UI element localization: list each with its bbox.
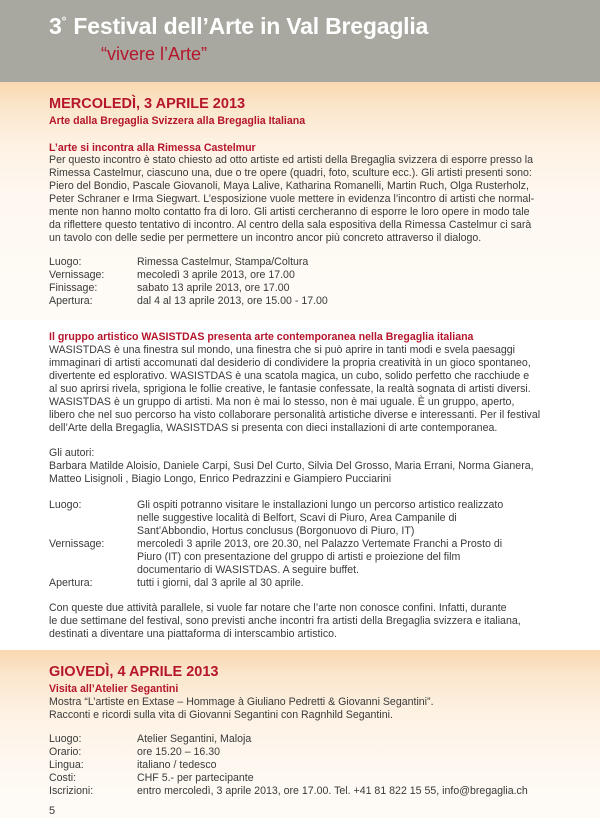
day2-detail-label: Lingua: [49,759,84,771]
page-number: 5 [49,805,56,817]
authors-line: Matteo Lisignoli , Biagio Longo, Enrico Pedrazzini e Giampiero Pucciarini [49,473,392,485]
event2-vernissage-line: mercoledì 3 aprile 2013, ore 20.30, nel Palazzo Vertemate Franchi a Prosto di [137,538,503,550]
closing-text-line: Con queste due attività parallele, si vuole far notare che l’arte non conosce confini. Infatti, durante [49,602,507,614]
event1-text-line: da riflettere questo tentativo di incontro. Al centro della sala espositiva della Rimessa Castelmur ci sarà [49,219,532,231]
closing-text-line: le due settimane del festival, sono previsti anche incontri fra artisti della Bregaglia svizzera e italiana, [49,615,521,627]
event2-luogo-line: Sant’Abbondio, Hortus conclusus (Borgonuovo di Piuro, IT) [137,525,415,537]
event1-detail-value: dal 4 al 13 aprile 2013, ore 15.00 - 17.00 [137,295,328,307]
day2-subtitle: Visita all’Atelier Segantini [49,683,179,695]
event2-text-line: divertente ed esplorativo. WASISTDAS è una scatola magica, un cubo, solido perfetto che racchiude e [49,370,530,382]
day2-detail-label: Costi: [49,772,77,784]
closing-text-line: destinati a diventare una piattaforma di interscambio artistico. [49,628,337,640]
event2-apertura-label: Apertura: [49,577,93,589]
authors-label: Gli autori: [49,447,95,459]
page-header [0,0,600,82]
event1-detail-label: Vernissage: [49,269,105,281]
event2-apertura-value: tutti i giorni, dal 3 aprile al 30 aprile. [137,577,304,589]
event2-text-line: WASISTDAS è una finestra sul mondo, una finestra che si può aprire in tanti modi e svela paesaggi [49,344,515,356]
event2-vernissage-line: documentario di WASISTDAS. A seguire buffet. [137,564,359,576]
day2-title: GIOVEDÌ, 4 APRILE 2013 [49,664,219,680]
event1-text-line: Peter Schraner e Irma Siegwart. L’esposizione vuole mettere in evidenza l’incontro di artisti che normal- [49,193,535,205]
day1-title: MERCOLEDÌ, 3 APRILE 2013 [49,96,246,112]
event1-text-line: un tavolo con delle sedie per permettere un incontro ancor più concreto attraverso il dialogo. [49,232,482,244]
day2-detail-label: Orario: [49,746,82,758]
event1-text-line: Piero del Bondio, Pascale Giovanoli, Maya Lalive, Katharina Romanelli, Martin Ruch, Olga Rusterholz, [49,180,529,192]
event2-luogo-line: Gli ospiti potranno visitare le installazioni lungo un percorso artistico realizzato [137,499,504,511]
day2-text-line: Racconti e ricordi sulla vita di Giovanni Segantini con Ragnhild Segantini. [49,709,393,721]
event1-detail-value: sabato 13 aprile 2013, ore 17.00 [137,282,290,294]
event2-heading: Il gruppo artistico WASISTDAS presenta arte contemporanea nella Bregaglia italiana [49,331,474,343]
festival-subtitle: “vivere l’Arte” [101,44,208,64]
event2-vernissage-label: Vernissage: [49,538,105,550]
day2-text-line: Mostra “L’artiste en Extase – Hommage à Giuliano Pedretti & Giovanni Segantini”. [49,696,434,708]
event1-detail-label: Finissage: [49,282,98,294]
day2-detail-value: CHF 5.- per partecipante [137,772,254,784]
event2-text-line: al suo aprirsi rivela, sprigiona le follie creative, le fantasie confessate, la realtà sognata di artisti diversi. [49,383,531,395]
event2-luogo-line: nelle suggestive località di Belfort, Scavi di Piuro, Area Campanile di [137,512,457,524]
event2-luogo-label: Luogo: [49,499,82,511]
day2-detail-value: italiano / tedesco [137,759,217,771]
event1-text-line: Per questo incontro è stato chiesto ad otto artiste ed artisti della Bregaglia svizzera di esporre presso la [49,154,534,166]
festival-title: 3° Festival dell’Arte in Val Bregaglia [49,13,429,39]
day1-subtitle: Arte dalla Bregaglia Svizzera alla Bregaglia Italiana [49,115,306,127]
day2-detail-label: Iscrizioni: [49,785,94,797]
event1-text-line: mente non hanno molto contatto fra di loro. Gli artisti cercheranno di esporre le loro opere in modo tale [49,206,530,218]
day2-detail-value: entro mercoledì, 3 aprile 2013, ore 17.00. Tel. +41 81 822 15 55, info@bregaglia.ch [137,785,528,797]
event2-text-line: WASISTDAS è un gruppo di artisti. Ma non è mai lo stesso, non è mai uguale. È un gruppo, aperto, [49,396,515,408]
event1-detail-label: Apertura: [49,295,93,307]
event2-vernissage-line: Piuro (IT) con presentazione del gruppo di artisti e proiezione del film [137,551,461,563]
day2-detail-value: ore 15.20 – 16.30 [137,746,221,758]
event1-detail-label: Luogo: [49,256,82,268]
event2-text-line: dell’Arte della Bregaglia, WASISTDAS si presenta con dieci installazioni di arte contemporanea. [49,422,498,434]
event1-heading: L’arte si incontra alla Rimessa Castelmur [49,142,256,154]
event2-text-line: immaginari di artisti accomunati dal desiderio di condividere la propria creatività in un gioco spontaneo, [49,357,531,369]
authors-line: Barbara Matilde Aloisio, Daniele Carpi, Susi Del Curto, Silvia Del Grosso, Maria Errani, Norma Gianera, [49,460,534,472]
event1-detail-value: Rimessa Castelmur, Stampa/Coltura [137,256,309,268]
event1-text-line: Rimessa Castelmur, ciascuno una, due o tre opere (quadri, foto, sculture ecc.). Gli artisti presenti sono: [49,167,532,179]
day2-detail-label: Luogo: [49,733,82,745]
event1-detail-value: mecoledì 3 aprile 2013, ore 17.00 [137,269,295,281]
day2-detail-value: Atelier Segantini, Maloja [137,733,252,745]
event2-text-line: libero che nel suo percorso ha visto collaborare personalità artistiche diverse e interessanti. Per il festival [49,409,541,421]
